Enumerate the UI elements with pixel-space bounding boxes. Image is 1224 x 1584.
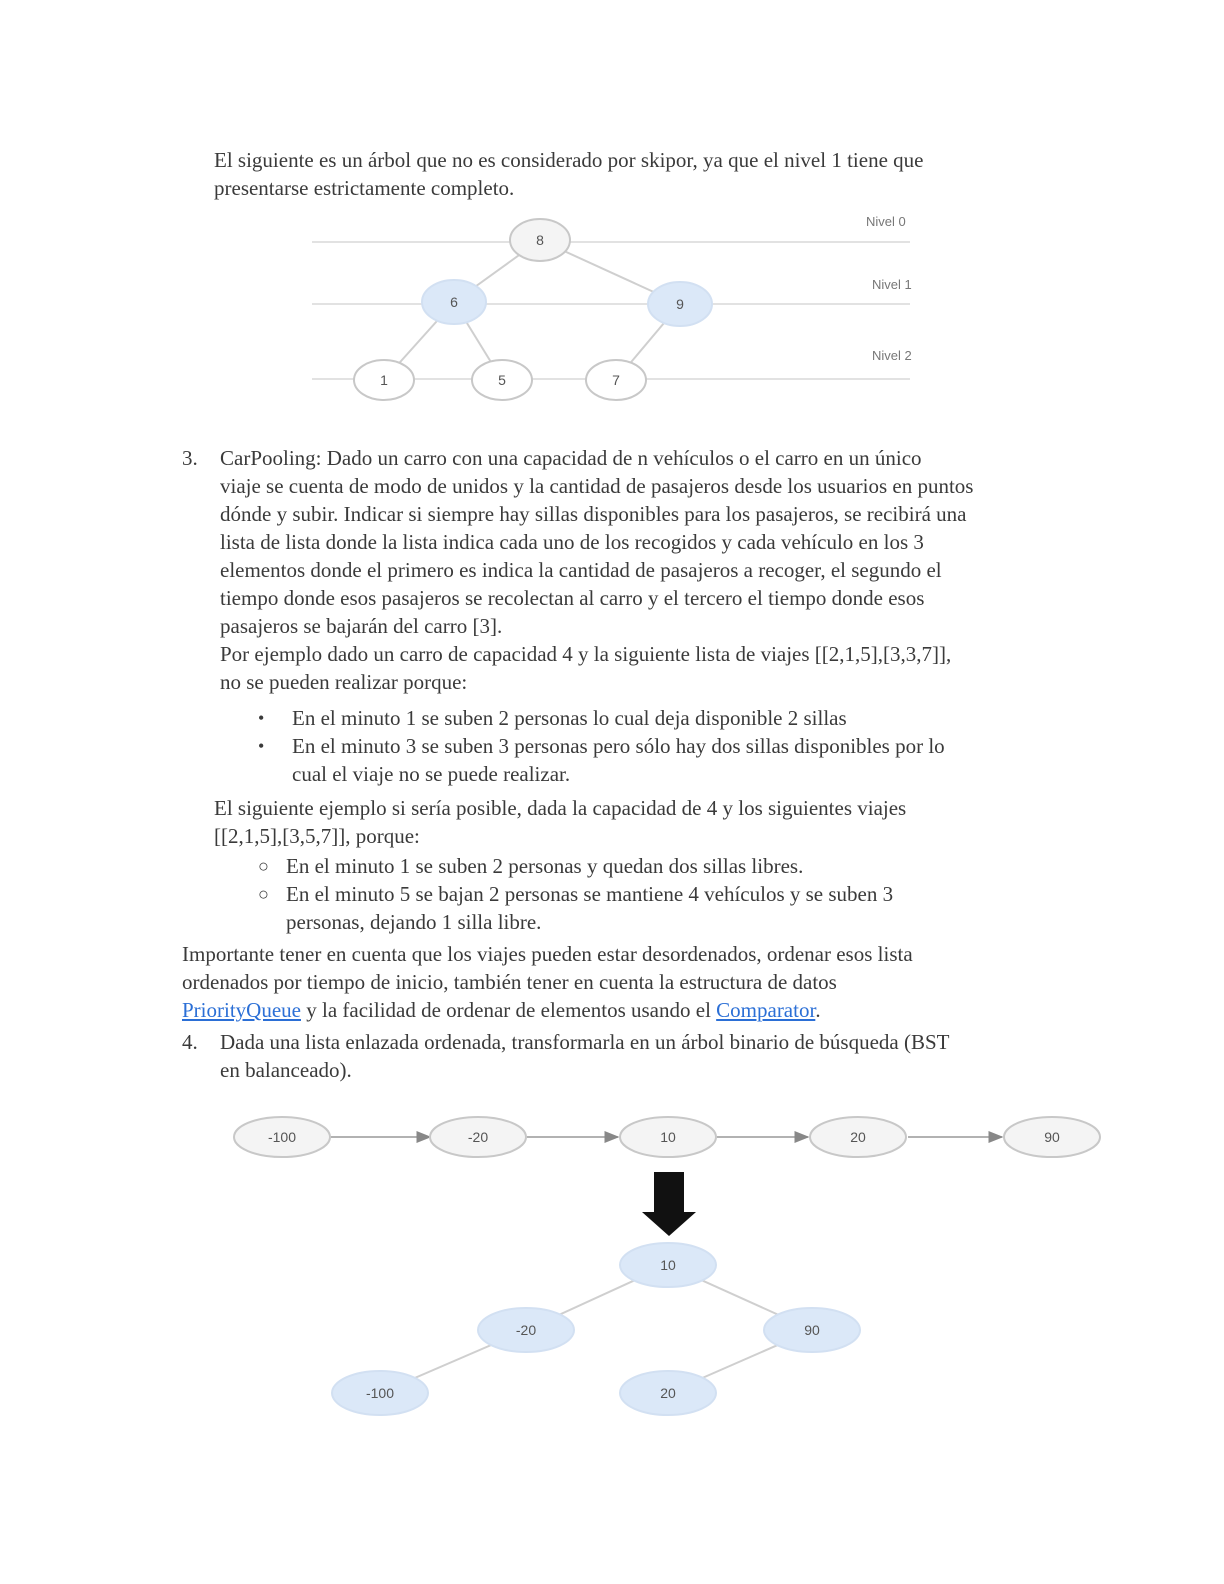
- list4-node-1-label: -100: [267, 1129, 297, 1145]
- intro-line-2: presentarse estrictamente completo.: [214, 176, 515, 200]
- sub-bullet-2-text: En el minuto 5 se bajan 2 personas se mantiene 4 vehículos y se suben 3: [286, 882, 894, 906]
- list4-node-5-label: 90: [1044, 1129, 1060, 1145]
- bullet-icon: •: [258, 736, 265, 756]
- item-3-line-6: tiempo donde esos pasajeros se recolectan al carro y el tercero el tiempo donde esos: [220, 586, 925, 610]
- item-3-line-7: pasajeros se bajarán del carro [3].: [220, 614, 503, 638]
- tree1-level-2-label: Nivel 2: [872, 348, 912, 363]
- comparator-link[interactable]: Comparator: [716, 998, 816, 1022]
- item-3-line-3: dónde y subir. Indicar si siempre hay sillas disponibles para los pasajeros, se recibirá una: [220, 502, 967, 526]
- item-3-body: [220, 444, 1070, 696]
- tree2-node-l1-left: [478, 1308, 574, 1352]
- list4-node-4: [810, 1117, 906, 1157]
- tree1-node-l2-a: [354, 360, 414, 400]
- list4-node-4-label: 20: [850, 1129, 866, 1145]
- tree1-node-l2-b-label: 5: [498, 372, 506, 388]
- tree2-node-root-label: 10: [660, 1257, 676, 1273]
- tree1-node-l1-left-label: 6: [450, 294, 458, 310]
- item-3-note: [182, 940, 1072, 1024]
- list4-node-3-label: 10: [660, 1129, 676, 1145]
- bullet-2-text: En el minuto 3 se suben 3 personas pero sólo hay dos sillas disponibles por lo: [292, 734, 945, 758]
- tree1-node-root: [510, 219, 570, 261]
- list4-node-2: [430, 1117, 526, 1157]
- note-line-2: ordenados por tiempo de inicio, también tener en cuenta la estructura de datos: [182, 970, 837, 994]
- list4-node-2-label: -20: [467, 1129, 489, 1145]
- tree2-node-l2-left-label: -100: [365, 1385, 395, 1401]
- note-end-text: .: [815, 998, 821, 1022]
- transform-arrow-icon: [642, 1172, 696, 1236]
- bullet-icon: •: [258, 708, 265, 728]
- item-3-bullets: [292, 704, 1052, 788]
- item-3-sub-bullets: [286, 852, 1056, 936]
- item-4-line-2: en balanceado).: [220, 1058, 352, 1082]
- tree1-node-l2-c-label: 7: [612, 372, 620, 388]
- note-line-1: Importante tener en cuenta que los viajes pueden estar desordenados, ordenar esos lista: [182, 942, 913, 966]
- list4-node-1: [234, 1117, 330, 1157]
- sub-bullet-icon: ○: [258, 884, 269, 904]
- note-mid-text: y la facilidad de ordenar de elementos usando el: [300, 998, 717, 1022]
- tree1-node-l1-right-label: 9: [676, 296, 684, 312]
- item-4-line-1: Dada una lista enlazada ordenada, transformarla en un árbol binario de búsqueda (BST: [220, 1030, 950, 1054]
- para-2-line-1: El siguiente ejemplo si sería posible, dada la capacidad de 4 y los siguientes viajes: [214, 796, 907, 820]
- bullet-1-text: En el minuto 1 se suben 2 personas lo cual deja disponible 2 sillas: [292, 706, 847, 730]
- tree1-node-root-label: 8: [536, 232, 544, 248]
- tree1-level-0-label: Nivel 0: [866, 214, 906, 229]
- sub-bullet-1-text: En el minuto 1 se suben 2 personas y quedan dos sillas libres.: [286, 854, 804, 878]
- intro-line-1: El siguiente es un árbol que no es considerado por skipor, ya que el nivel 1 tiene que: [214, 148, 924, 172]
- tree1-node-l2-c: [586, 360, 646, 400]
- sub-bullet-icon: ○: [258, 856, 269, 876]
- list4-node-3: [620, 1117, 716, 1157]
- priorityqueue-link[interactable]: PriorityQueue: [182, 998, 301, 1022]
- tree1-level-1-label: Nivel 1: [872, 277, 912, 292]
- tree1-node-l1-left: [422, 280, 486, 324]
- item-3-line-8: Por ejemplo dado un carro de capacidad 4 y la siguiente lista de viajes [[2,1,5],[3,3,7]],: [220, 642, 952, 666]
- tree2-node-l2-right-label: 20: [660, 1385, 676, 1401]
- item-3-number: 3.: [182, 446, 198, 470]
- para-2-line-2: [[2,1,5],[3,5,7]], porque:: [214, 824, 420, 848]
- item-3-line-9: no se pueden realizar porque:: [220, 670, 468, 694]
- item-3-line-5: elementos donde el primero es indica la cantidad de pasajeros a recoger, el segundo el: [220, 558, 942, 582]
- item-3-para-2: [214, 794, 1064, 850]
- sub-bullet-2-continuation: personas, dejando 1 silla libre.: [286, 910, 542, 934]
- list4-node-5: [1004, 1117, 1100, 1157]
- item-4-number: 4.: [182, 1030, 198, 1054]
- tree1-node-l2-a-label: 1: [380, 372, 388, 388]
- bullet-2-continuation: cual el viaje no se puede realizar.: [292, 762, 571, 786]
- tree2-node-l2-right: [620, 1371, 716, 1415]
- tree2-edges: [380, 1265, 812, 1393]
- tree2-node-l1-right-label: 90: [804, 1322, 820, 1338]
- item-4-body: [220, 1028, 1070, 1084]
- tree1-level-lines: [312, 242, 910, 379]
- item-3-line-4: lista de lista donde la lista indica cada uno de los recogidos y cada vehículo en los 3: [220, 530, 924, 554]
- tree2-node-l2-left: [332, 1371, 428, 1415]
- tree2-node-l1-left-label: -20: [515, 1322, 537, 1338]
- tree1-node-l2-b: [472, 360, 532, 400]
- note-line-3: [182, 996, 1072, 1024]
- tree1-node-l1-right: [648, 282, 712, 326]
- tree2-node-l1-right: [764, 1308, 860, 1352]
- item-3-line-1: CarPooling: Dado un carro con una capacidad de n vehículos o el carro en un único: [220, 446, 922, 470]
- item-3-line-2: viaje se cuenta de modo de unidos y la cantidad de pasajeros desde los usuarios en puntos: [220, 474, 974, 498]
- tree2-node-root: [620, 1243, 716, 1287]
